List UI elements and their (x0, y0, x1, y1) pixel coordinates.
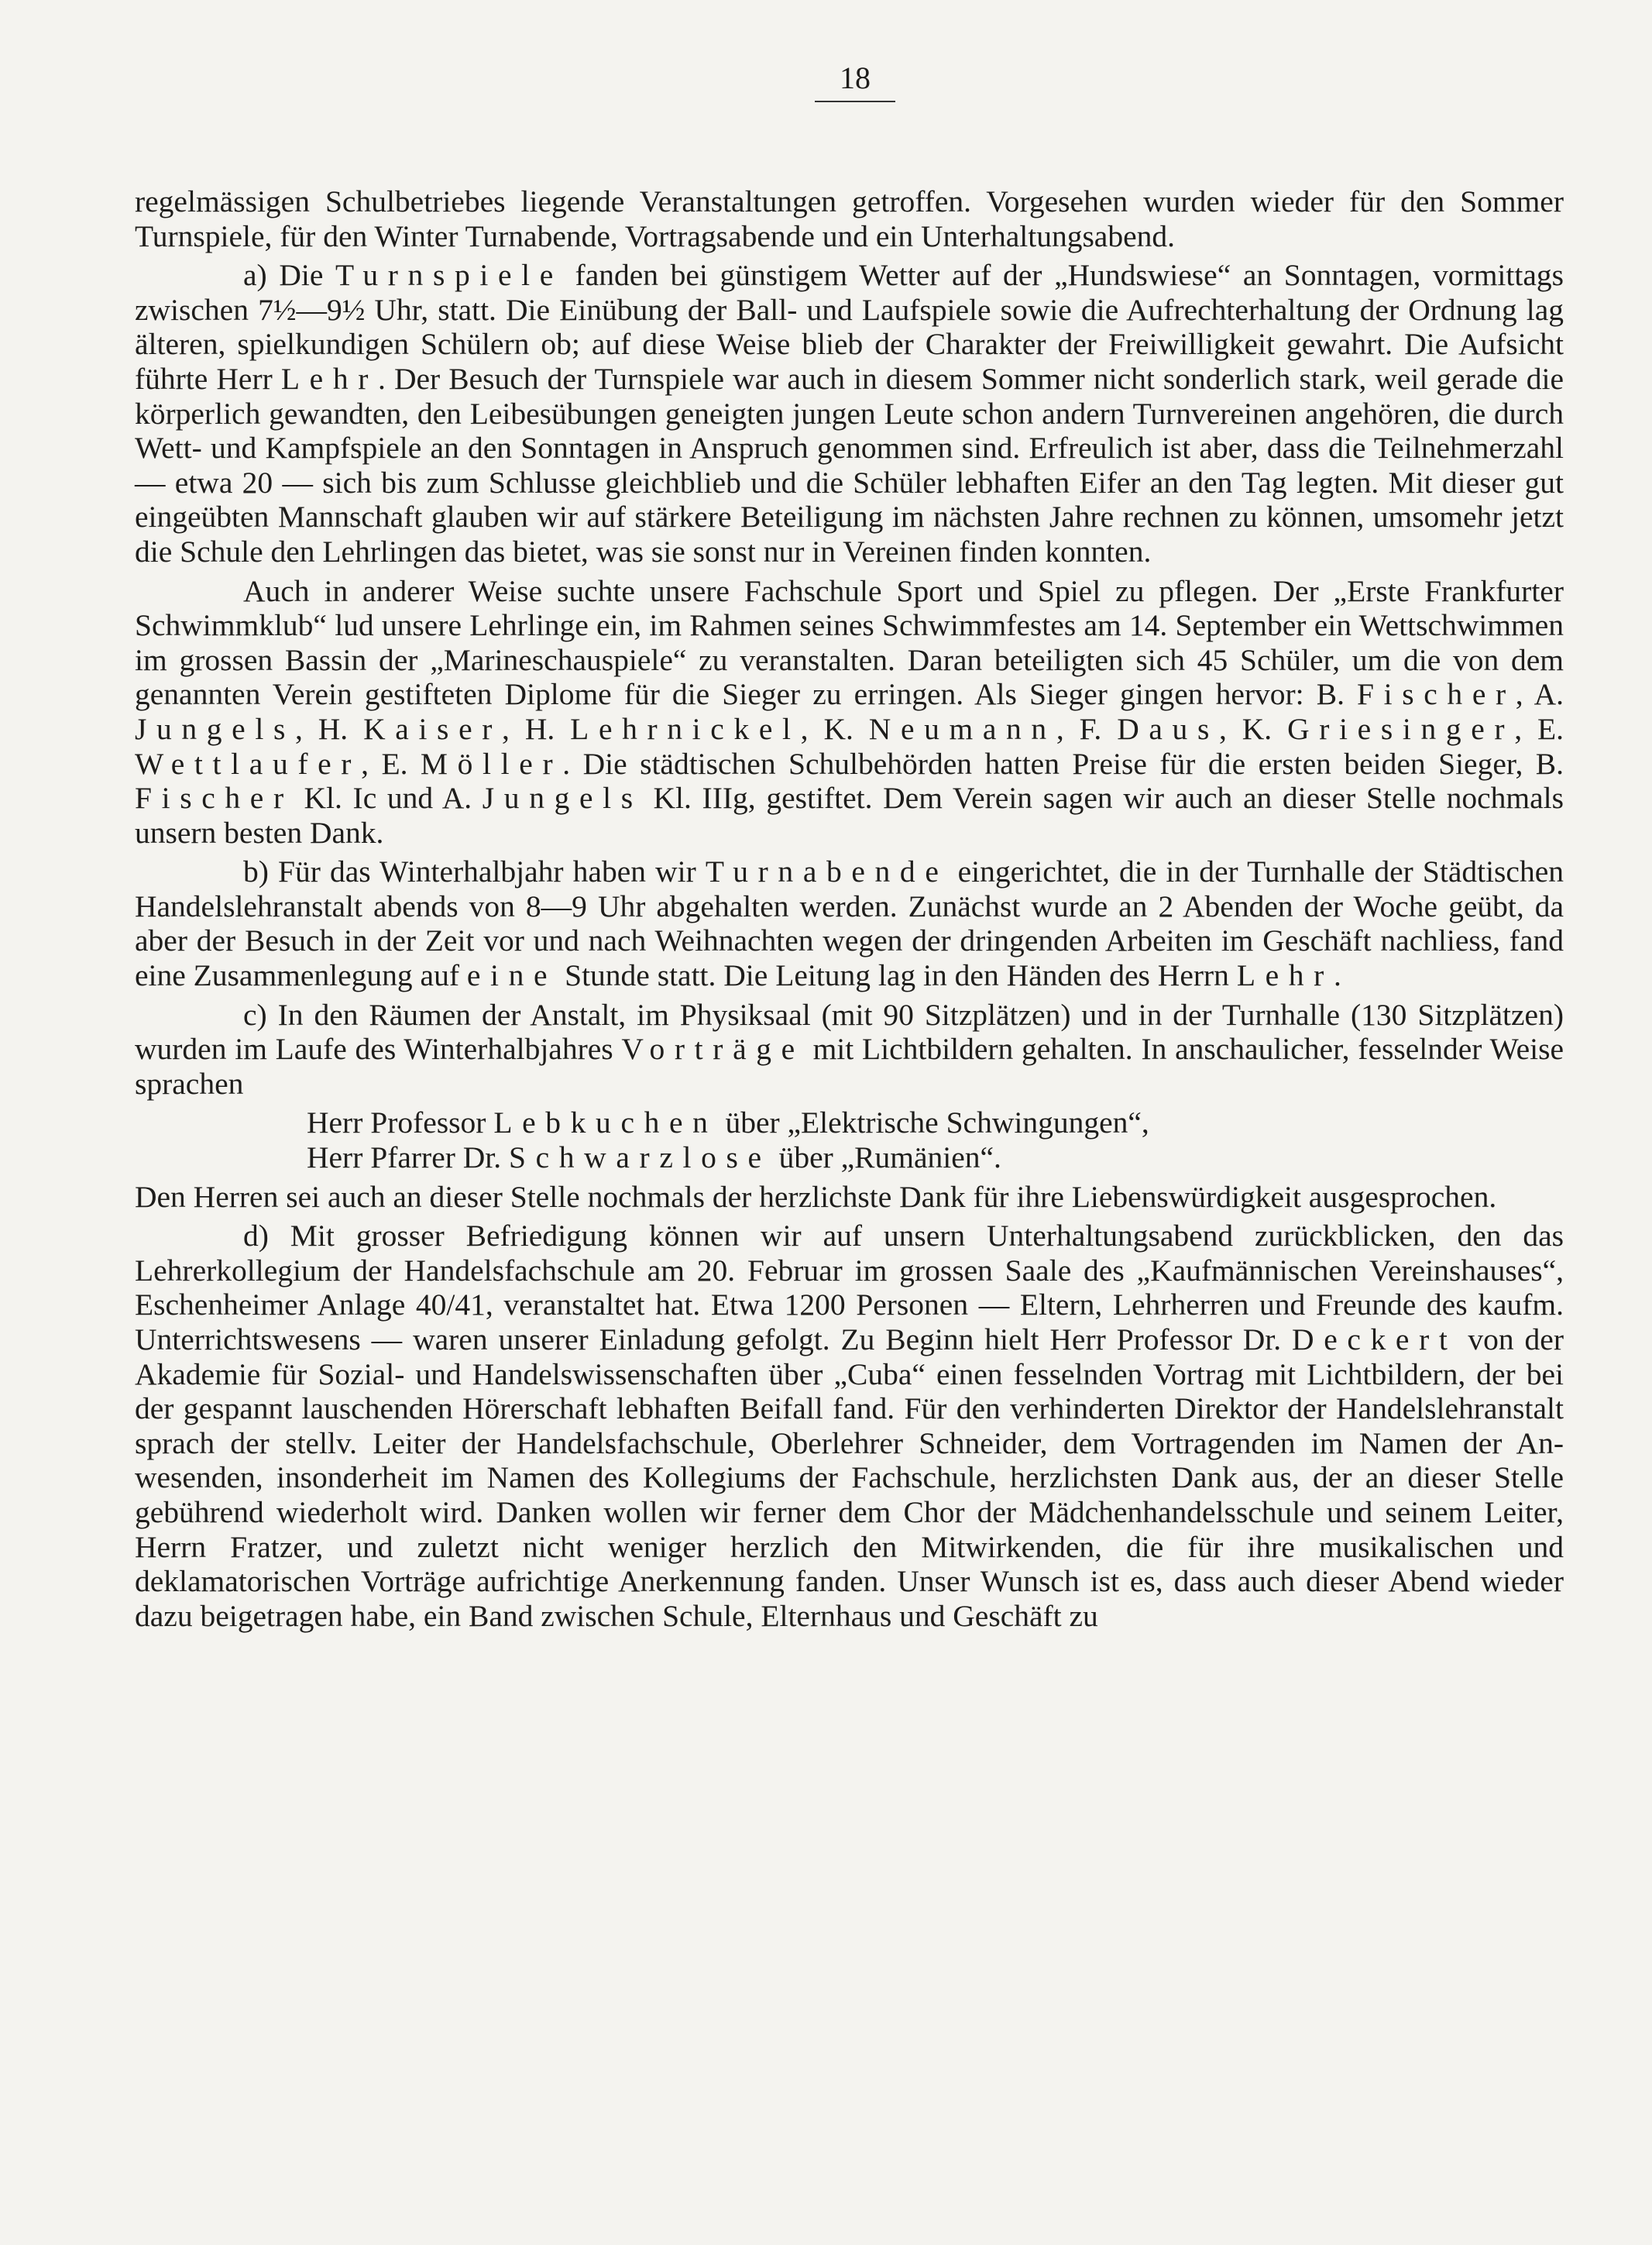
paragraph-intro-continued (135, 184, 1564, 253)
text-run: a) Die (243, 258, 335, 293)
text-run: von der Akademie für Sozial- und Handelswissenschaften über „Cuba“ einen fesselnden Vortrag mit Lichtbildern, der bei der gespannt lauschenden Hörerschaft lebhaften Beifall fand. Für den verhinderten Direktor der Handelslehranstalt sprach der stellv. Leiter der Handelsfachschule, Oberlehrer Schneider, dem Vortragenden im Namen der Anwesenden, insonderheit im Namen des Kollegiums der Fachschule, herzlichsten Dank aus, der an dieser Stelle gebührend wiederholt wird. Danken wollen wir ferner dem Chor der Mädchenhandelsschule und seinem Leiter, Herrn Fratzer, und zuletzt nicht weniger herzlich den Mitwirkenden, die für ihre musikalischen und deklamatorischen Vorträge aufrichtige Anerkennung fanden. Unser Wunsch ist es, dass auch dieser Abend wieder dazu beigetragen habe, ein Band zwischen Schule, Elternhaus und Geschäft zu (135, 1322, 1564, 1633)
text-run: , K. (800, 711, 869, 746)
text-run: . Der Besuch der Turnspiele war auch in diesem Sommer nicht sonderlich stark, weil gerade die körperlich gewandten, den Leibesübungen geneigten jungen Leute schon andern Turnvereinen angehören, die durch Wett- und Kampfspiele an den Sonntagen in Anspruch genommen sind. Erfreulich ist aber, dass die Teilnehmerzahl — etwa 20 — sich bis zum Schlusse gleichblieb und die Schüler lebhaften Eifer an den Tag legten. Mit dieser gut eingeübten Mannschaft glauben wir auf stärkere Beteiligung im nächsten Jahre rechnen zu können, umsomehr jetzt die Schule den Lehrlingen das bietet, was sie sonst nur in Vereinen finden konnten. (135, 361, 1564, 569)
text-run: , F. (1056, 711, 1118, 746)
spaced-emphasis: eine (466, 958, 558, 993)
spaced-emphasis: Turnspiele (335, 258, 563, 293)
paragraph-turnabende (135, 854, 1564, 992)
page-number: 18 (815, 60, 895, 102)
spaced-emphasis: Lehr (1236, 958, 1334, 993)
text-run: , H. (294, 711, 364, 746)
spaced-emphasis: Lehrnickel (570, 711, 801, 746)
paragraph-unterhaltungsabend (135, 1219, 1564, 1633)
text-run: . Die städtischen Schulbehörden hatten Preise für die ersten beiden Sieger, B. (562, 746, 1564, 781)
text-run: , E. (361, 746, 421, 781)
paragraph-turnspiele (135, 258, 1564, 569)
spaced-emphasis: Jungels (482, 781, 643, 816)
text-run: , E. (1514, 711, 1564, 746)
spaced-emphasis: Vorträge (621, 1032, 805, 1067)
text-run: Herr Professor (307, 1105, 494, 1140)
text-run: Den Herren sei auch an dieser Stelle nochmals der herzlichste Dank für ihre Liebenswürdigkeit ausgesprochen. (135, 1179, 1497, 1214)
text-run: , K. (1218, 711, 1288, 746)
text-run: fanden bei günstigem Wetter auf der „Hundswiese“ an Sonntagen, vormittags zwischen 7½—9½ Uhr, statt. Die Einübung der Ball- und Laufspiele sowie die Aufrechterhaltung der Ordnung lag älteren, spielkundigen Schülern ob; auf diese Weise blieb der Charakter der Freiwilligkeit gewahrt. Die Aufsicht führte Herr (135, 258, 1564, 396)
text-run: , H. (502, 711, 571, 746)
text-run: d) Mit grosser Befriedigung können wir auf unsern Unterhaltungsabend zurückblicken, den das Lehrerkollegium der Handelsfachschule am 20. Februar im grossen Saale des „Kaufmännischen Vereinshauses“, Eschenheimer Anlage 40/41, veranstaltet hat. Etwa 1200 Personen — Eltern, Lehrherren und Freunde des kaufm. Unterrichtswesens — waren unserer Einladung gefolgt. Zu Beginn hielt Herr Professor Dr. (135, 1219, 1564, 1356)
spaced-emphasis: Fischer (1357, 677, 1516, 712)
spaced-emphasis: Möller (420, 746, 563, 781)
text-run: regelmässigen Schulbetriebes liegende Veranstaltungen getroffen. Vorgesehen wurden wieder für den Sommer Turnspiele, für den Winter Turnabende, Vortragsabende und ein Unterhaltungsabend. (135, 184, 1564, 253)
speaker-line (307, 1140, 1564, 1175)
spaced-emphasis: Schwarzlose (509, 1140, 771, 1175)
paragraph-schwimmen (135, 574, 1564, 851)
text-run: , A. (1515, 677, 1564, 712)
text-run: Herr Pfarrer Dr. (307, 1140, 510, 1175)
spaced-emphasis: Turnabende (705, 854, 949, 889)
text-run: über „Rumänien“. (771, 1140, 1001, 1175)
paragraph-vortraege (135, 998, 1564, 1102)
text-run: c) In den Räumen der Anstalt, im Physiksaal (mit 90 Sitzplätzen) und in der Turnhalle (130 Sitzplätzen) wurden im Laufe des Winterhalbjahres (135, 997, 1564, 1067)
spaced-emphasis: Griesinger (1287, 711, 1515, 746)
text-run: . (1333, 958, 1341, 993)
text-run: b) Für das Winterhalbjahr haben wir (243, 854, 706, 889)
spaced-emphasis: Kaiser (363, 711, 503, 746)
text-run: Auch in anderer Weise suchte unsere Fachschule Sport und Spiel zu pflegen. Der „Erste Frankfurter Schwimmklub“ lud unsere Lehrlinge ein, im Rahmen seines Schwimmfestes am 14. September ein Wettschwimmen im grossen Bassin der „Marineschauspiele“ zu veranstalten. Daran beteiligten sich 45 Schüler, um die von dem genannten Verein gestifteten Diplome für die Sieger zu erringen. Als Sieger gingen hervor: B. (135, 573, 1564, 712)
body-text (135, 184, 1564, 1638)
spaced-emphasis: Neumann (868, 711, 1056, 746)
spaced-emphasis: Jungels (135, 711, 295, 746)
text-run: Kl. IIIg, gestiftet. Dem Verein sagen wir auch an dieser Stelle nochmals unsern besten Dank. (135, 781, 1564, 850)
spaced-emphasis: Lehr (280, 361, 378, 396)
text-run: mit Lichtbildern gehalten. In anschaulicher, fesselnder Weise sprachen (135, 1032, 1564, 1101)
speaker-line (307, 1105, 1564, 1140)
paragraph-dank (135, 1180, 1564, 1215)
spaced-emphasis: Lebkuchen (493, 1105, 718, 1140)
spaced-emphasis: Wettlaufer (135, 746, 362, 781)
text-run: Kl. Ic und A. (293, 781, 483, 816)
spaced-emphasis: Fischer (135, 781, 294, 816)
speaker-list (135, 1105, 1564, 1174)
text-run: Stunde statt. Die Leitung lag in den Händen des Herrn (557, 958, 1237, 993)
spaced-emphasis: Daus (1117, 711, 1219, 746)
spaced-emphasis: Deckert (1292, 1322, 1458, 1356)
text-run: eingerichtet, die in der Turnhalle der Städtischen Handelslehranstalt abends von 8—9 Uhr abgehalten werden. Zunächst wurde an 2 Abenden der Woche geübt, da aber der Besuch in der Zeit vor und nach Weihnachten wegen der dringenden Arbeiten im Geschäft nachliess, fand eine Zusammenlegung auf (135, 854, 1564, 993)
text-run: über „Elektrische Schwingungen“, (717, 1105, 1149, 1140)
